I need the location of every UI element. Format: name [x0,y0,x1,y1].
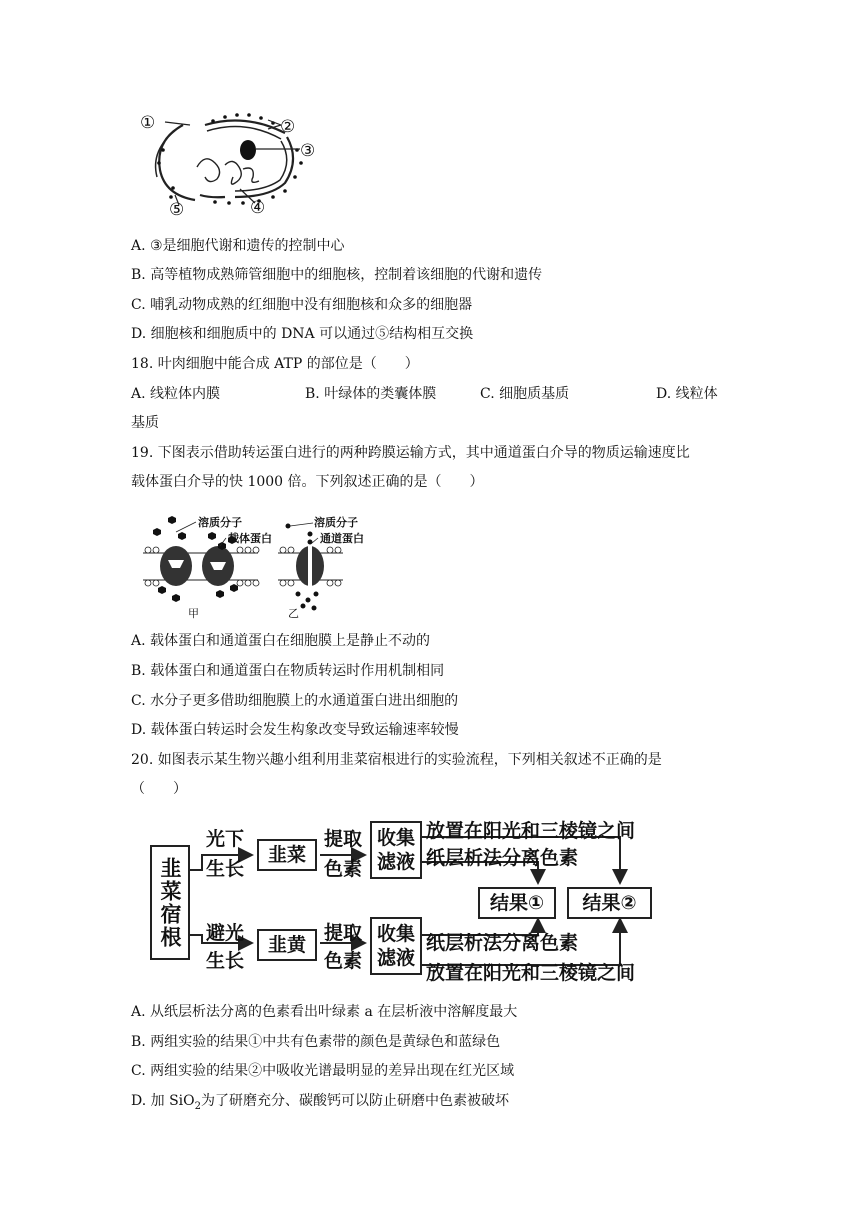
top-collect-box [370,821,422,879]
left-solute-label: 溶质分子 [198,516,242,529]
top-collect-1: 收集 [376,827,415,849]
left-caption: 甲 [188,607,199,620]
q18-option-c: C. 细胞质基质 [480,386,570,402]
top-plant-box: 韭菜 [257,839,317,871]
result1-box: 结果① [478,887,556,919]
top-place-label: 放置在阳光和三棱镜之间 [426,820,636,842]
q20-option-a: A. 从纸层析法分离的色素看出叶绿素 a 在层析液中溶解度最大 [131,1004,518,1020]
q18-option-d-cont: 基质 [131,415,159,431]
label-1: ① [140,113,156,133]
top-extract-1: 提取 [324,828,363,850]
label-3: ③ [300,141,316,161]
q20-stem-line1: 20. 如图表示某生物兴趣小组利用韭菜宿根进行的实验流程，下列相关叙述不正确的是 [131,752,662,768]
q20-option-d-prefix: D. 加 SiO [131,1093,195,1109]
result2-box: 结果② [567,887,652,919]
right-solute-label: 溶质分子 [314,516,358,529]
bottom-extract-2: 色素 [324,950,363,972]
q20-option-b: B. 两组实验的结果①中共有色素带的颜色是黄绿色和蓝绿色 [131,1034,501,1050]
q18-stem: 18. 叶肉细胞中能合成 ATP 的部位是（ ） [131,356,419,372]
bottom-plant-box: 韭黄 [257,929,317,961]
q19-option-c: C. 水分子更多借助细胞膜上的水通道蛋白进出细胞的 [131,693,459,709]
q20-option-d-suffix: 为了研磨充分、碳酸钙可以防止研磨中色素被破坏 [201,1093,509,1109]
right-caption: 乙 [288,607,299,620]
top-chrom-label: 纸层析法分离色素 [426,847,579,869]
top-collect-2: 滤液 [376,851,415,873]
label-4: ④ [250,198,266,218]
label-5: ⑤ [169,200,185,220]
bottom-place-label: 放置在阳光和三棱镜之间 [426,962,636,984]
transport-protein-diagram [138,510,388,622]
top-extract-2: 色素 [324,858,363,880]
q20-stem-line2: （ ） [131,781,187,797]
left-carrier-label: 载体蛋白 [228,532,272,545]
bottom-condition-1: 避光 [206,922,245,944]
bottom-extract-1: 提取 [324,922,363,944]
q19-stem-line2: 载体蛋白介导的快 1000 倍。下列叙述正确的是（ ） [131,474,484,490]
q19-stem-line1: 19. 下图表示借助转运蛋白进行的两种跨膜运输方式，其中通道蛋白介导的物质运输速度比 [131,445,690,461]
q19-option-a: A. 载体蛋白和通道蛋白在细胞膜上是静止不动的 [131,633,431,649]
q18-option-b: B. 叶绿体的类囊体膜 [305,386,437,402]
q18-option-d: D. 线粒体 [656,386,718,402]
q20-option-d-sub: 2 [194,1100,201,1112]
flowchart [140,815,660,990]
top-condition-1: 光下 [206,828,245,850]
q17-option-a: A. ③是细胞代谢和遗传的控制中心 [131,238,345,254]
label-2: ② [280,117,296,137]
q20-option-d [131,1091,509,1117]
bottom-condition-2: 生长 [206,950,245,972]
q19-option-d: D. 载体蛋白转运时会发生构象改变导致运输速率较慢 [131,722,459,738]
q17-option-d: D. 细胞核和细胞质中的 DNA 可以通过⑤结构相互交换 [131,326,474,342]
bottom-chrom-label: 纸层析法分离色素 [426,932,579,954]
q20-option-c: C. 两组实验的结果②中吸收光谱最明显的差异出现在红光区域 [131,1063,515,1079]
top-condition-2: 生长 [206,858,245,880]
q18-option-a: A. 线粒体内膜 [131,386,221,402]
nucleus-diagram [135,105,335,220]
right-channel-label: 通道蛋白 [320,532,364,545]
q19-option-b: B. 载体蛋白和通道蛋白在物质转运时作用机制相同 [131,663,445,679]
bottom-collect-box [370,917,422,975]
q17-option-b: B. 高等植物成熟筛管细胞中的细胞核，控制着该细胞的代谢和遗传 [131,267,543,283]
root-box: 韭菜宿根 [150,845,190,960]
bottom-collect-2: 滤液 [376,947,415,969]
bottom-collect-1: 收集 [376,923,415,945]
q17-option-c: C. 哺乳动物成熟的红细胞中没有细胞核和众多的细胞器 [131,297,473,313]
